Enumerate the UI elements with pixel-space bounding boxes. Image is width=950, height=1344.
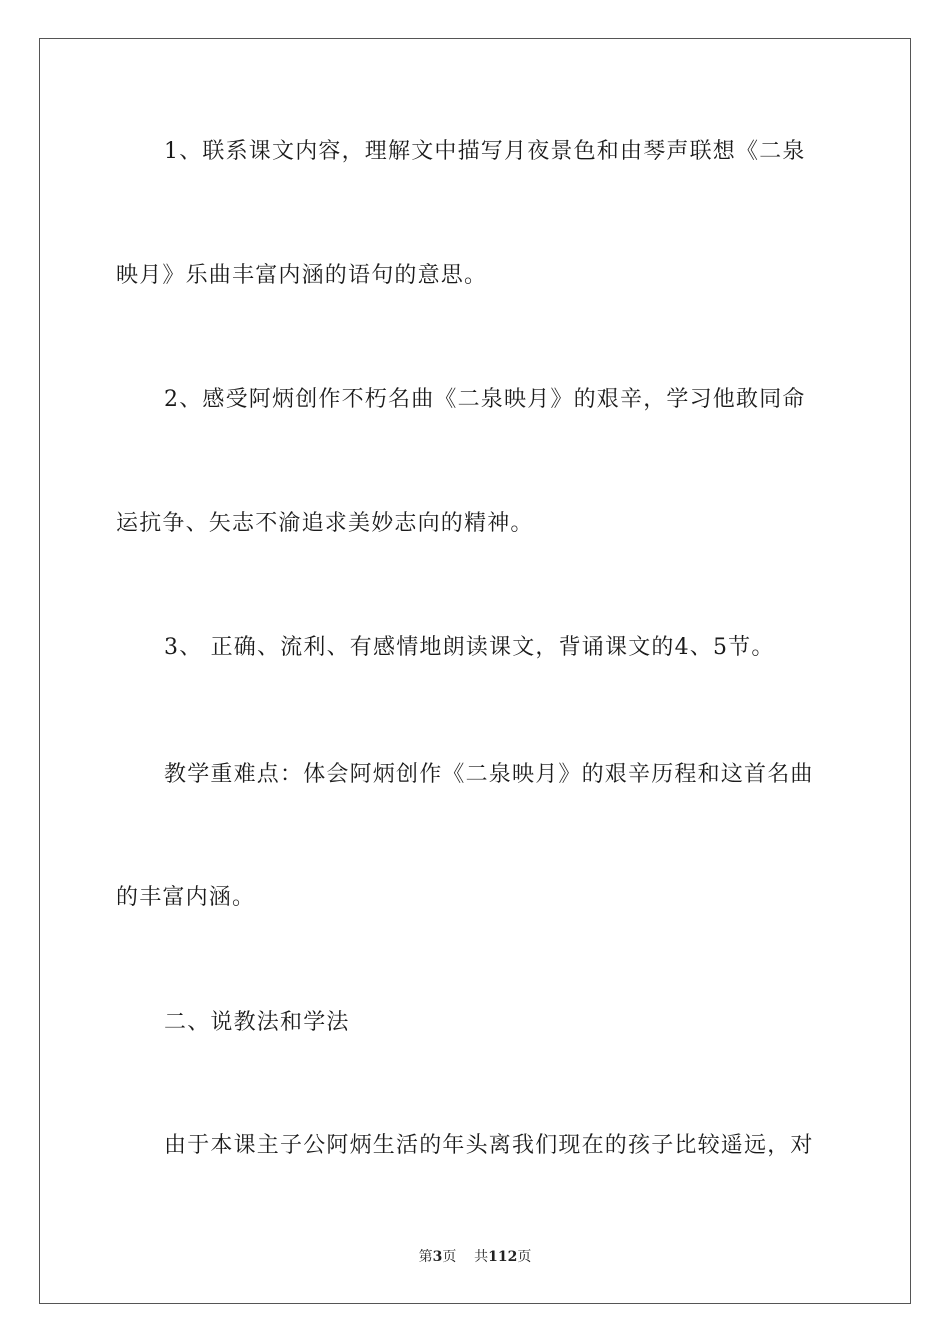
footer-total-suffix: 页 [517,1249,532,1265]
footer-total-prefix: 共 [474,1249,489,1265]
paragraph-line: 的丰富内涵。 [116,885,256,910]
paragraph-line: 3、 正确、流利、有感情地朗读课文，背诵课文的4、5节。 [164,635,775,660]
paragraph-line: 运抗争、矢志不渝追求美妙志向的精神。 [116,511,534,536]
section-heading: 二、说教法和学法 [164,1010,350,1035]
paragraph-line: 教学重难点：体会阿炳创作《二泉映月》的艰辛历程和这首名曲 [164,762,814,787]
footer-page-number: 3 [432,1249,443,1265]
paragraph-line: 由于本课主子公阿炳生活的年头离我们现在的孩子比较遥远，对 [164,1133,814,1158]
paragraph-line: 1、联系课文内容，理解文中描写月夜景色和由琴声联想《二泉 [164,139,806,164]
footer-page-suffix: 页 [442,1249,457,1265]
paragraph-line: 2、感受阿炳创作不朽名曲《二泉映月》的艰辛，学习他敢同命 [164,387,806,412]
footer-page-prefix: 第 [418,1249,433,1265]
paragraph-line: 映月》乐曲丰富内涵的语句的意思。 [116,263,488,288]
footer-total-pages: 112 [488,1249,518,1265]
page-frame [39,38,911,1304]
page-footer [0,1247,950,1267]
